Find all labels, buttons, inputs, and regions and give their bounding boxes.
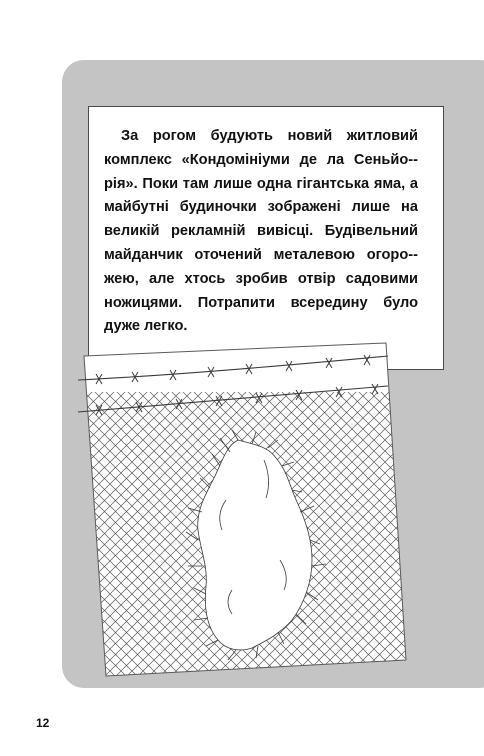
story-passage: За рогом будують новий житловий комплекс «Кондомініуми де ла Сеньйо-рія». Поки там лише одна гігантська яма, а майбутні будиночки зображені лише на великій рекламній вивісці. Будівельний майданчик оточений металевою огоро-жею, але хтось зробив отвір садовими ножицями. Потрапити всередину було дуже легко. — [104, 128, 418, 335]
page-number: 12 — [36, 716, 50, 730]
